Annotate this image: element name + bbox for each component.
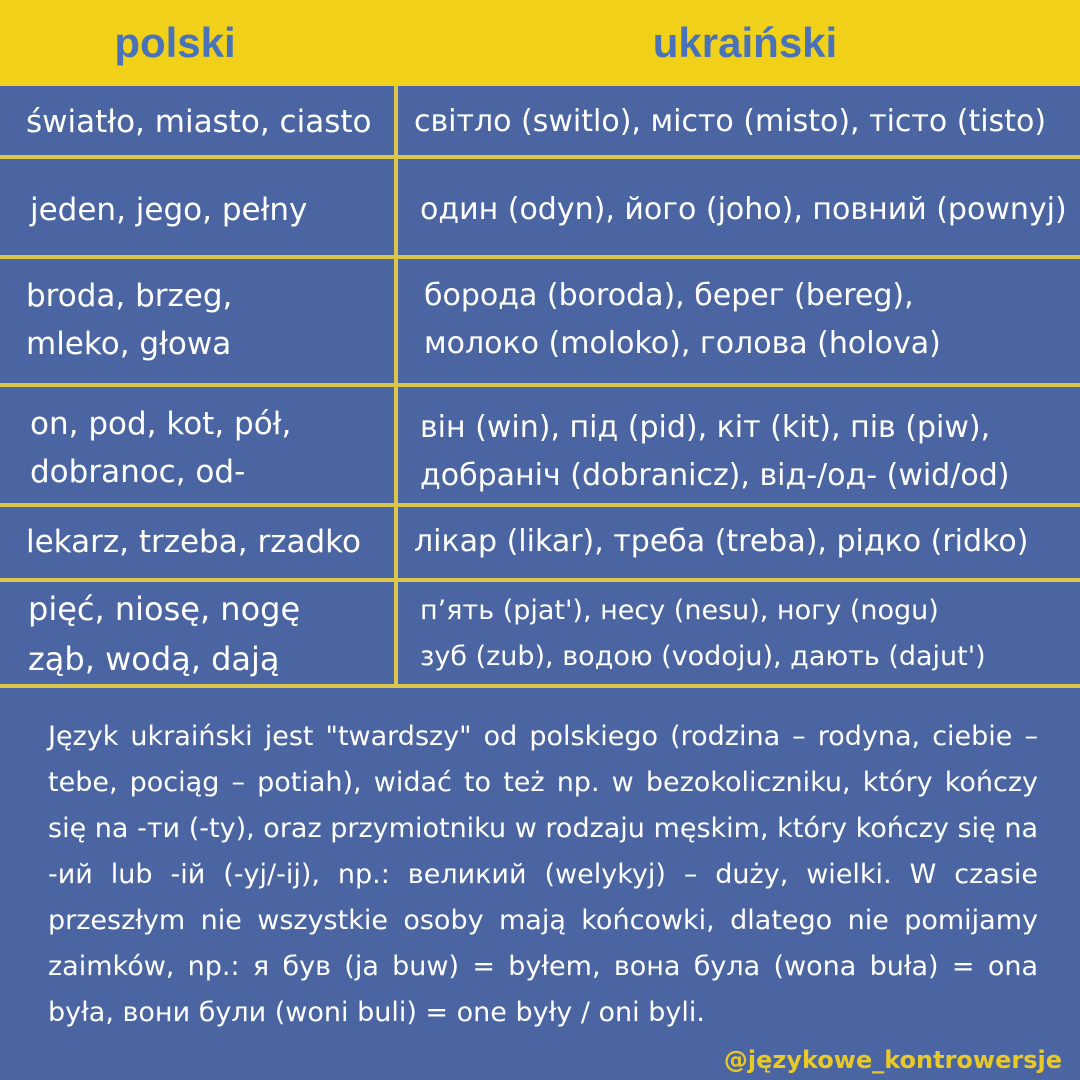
row2-ukrainian [420, 186, 1067, 234]
row4-ukrainian-line2: добраніч (dobranicz), від-/од- (wid/od) [420, 458, 1010, 493]
row6-polish-line1: pięć, niosę, nogę [28, 590, 301, 628]
explanation-paragraph: Język ukraiński jest "twardszy" od polskiego (rodzina – rodyna, ciebie –tebe, pociąg – potiah), widać to też np. w bezokoliczniku, który kończy się na -ти (-ty), oraz przymiotniku w rodzaju męskim, który kończy się na -ий lub -ій (-yj/-ij), np.: великий (welykyj) – duży, wielki. W czasie przeszłym nie wszystkie osoby mają końcowki, dlatego nie pomijamy zaimków, np.: я був (ja buw) = byłem, вона була (wona buła) = ona była, вони були (woni buli) = one były / oni byli. [48, 721, 1038, 1028]
row-divider [0, 255, 1080, 259]
author-handle: @językowe_kontrowersje [723, 1046, 1062, 1074]
row2-polish-text: jeden, jego, pełny [30, 192, 308, 228]
row1-ukrainian [414, 98, 1046, 146]
row4-polish-line1: on, pod, kot, pół, [30, 406, 292, 442]
row3-ukrainian [424, 272, 941, 368]
row5-polish-text: lekarz, trzeba, rzadko [26, 524, 361, 560]
row3-polish-line2: mleko, głowa [26, 326, 232, 362]
row-divider [0, 383, 1080, 387]
row6-ukrainian-line1: п’ять (pjat'), несу (nesu), ногу (nogu) [420, 595, 939, 626]
row5-polish [26, 518, 361, 566]
row-divider [0, 155, 1080, 159]
column-header-polish: polski [114, 19, 236, 66]
row6-polish-line2: ząb, wodą, dają [28, 640, 280, 678]
row1-polish-text: światło, miasto, ciasto [26, 104, 372, 140]
row4-polish [30, 400, 291, 496]
row-divider [0, 578, 1080, 582]
row2-polish [30, 186, 307, 234]
row-divider [0, 503, 1080, 507]
column-header-ukrainian: ukraiński [652, 19, 838, 66]
row3-polish [26, 272, 232, 368]
row6-ukrainian [420, 588, 986, 680]
row5-ukrainian [414, 518, 1028, 566]
row4-polish-line2: dobranoc, od- [30, 454, 246, 490]
row4-ukrainian-line1: він (win), під (pid), кіт (kit), пів (piw), [420, 410, 991, 445]
row6-ukrainian-line2: зуб (zub), водою (vodoju), дають (dajut') [420, 641, 986, 672]
row-divider [0, 684, 1080, 688]
row1-ukrainian-text: світло (switlo), місто (misto), тісто (tisto) [414, 104, 1047, 139]
row1-polish [26, 98, 371, 146]
header-bar [0, 0, 1080, 86]
row2-ukrainian-text: один (odyn), його (joho), повний (pownyj) [420, 192, 1067, 227]
row3-polish-line1: broda, brzeg, [26, 278, 233, 314]
row4-ukrainian [420, 404, 1009, 500]
row3-ukrainian-line2: молоко (moloko), голова (holova) [424, 326, 941, 361]
row3-ukrainian-line1: борода (boroda), берег (bereg), [424, 278, 914, 313]
row6-polish [28, 584, 300, 684]
row5-ukrainian-text: лікар (likar), треба (treba), рідко (ridko) [414, 524, 1029, 559]
